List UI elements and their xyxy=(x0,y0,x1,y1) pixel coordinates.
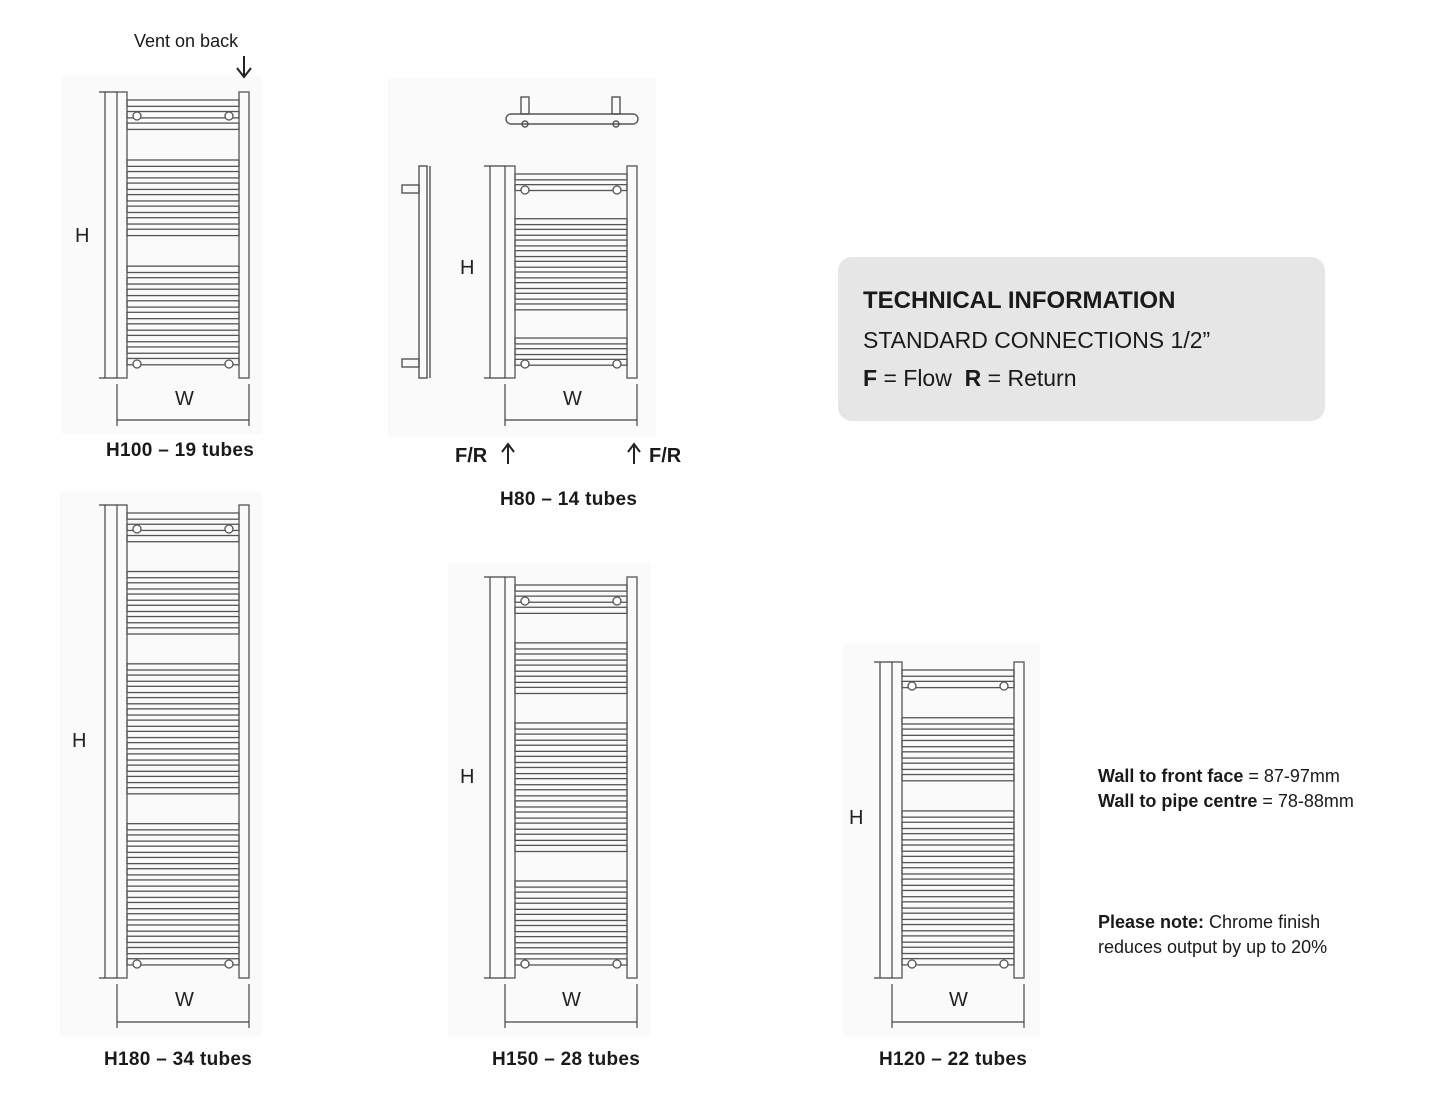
flow-key: F xyxy=(863,365,878,391)
flow-text: = Flow xyxy=(877,365,952,391)
h100-caption: H100 – 19 tubes xyxy=(106,440,255,461)
h120-height-label: H xyxy=(849,807,864,829)
h80-height-label: H xyxy=(460,257,475,279)
wall-pipe-centre-note xyxy=(1098,789,1354,814)
h100-height-label: H xyxy=(75,225,90,247)
chrome-note-label: Please note: xyxy=(1098,912,1205,932)
h180-width-label: W xyxy=(175,989,194,1011)
flow-return-legend xyxy=(863,365,1077,392)
h120-width-label: W xyxy=(949,989,968,1011)
h150-height-label: H xyxy=(460,766,475,788)
chrome-note-line2: reduces output by up to 20% xyxy=(1098,937,1328,957)
vent-label: Vent on back xyxy=(134,31,239,51)
chrome-note-text: Chrome finish xyxy=(1204,912,1321,932)
h180-height-label: H xyxy=(72,730,87,752)
wall-pipe-centre-label: Wall to pipe centre xyxy=(1098,791,1258,811)
return-key: R xyxy=(964,365,982,391)
standard-connections-text: STANDARD CONNECTIONS 1/2” xyxy=(863,327,1211,353)
h150-caption: H150 – 28 tubes xyxy=(492,1049,641,1070)
return-text: = Return xyxy=(981,365,1077,391)
technical-info-title: TECHNICAL INFORMATION xyxy=(863,287,1176,314)
wall-front-face-note xyxy=(1098,764,1340,789)
wall-pipe-centre-value: = 78-88mm xyxy=(1257,791,1354,811)
arrow-up-icon xyxy=(502,444,514,464)
h80-caption: H80 – 14 tubes xyxy=(500,489,638,510)
h120-caption: H120 – 22 tubes xyxy=(879,1049,1028,1070)
h80-width-label: W xyxy=(563,388,582,410)
h180-caption: H180 – 34 tubes xyxy=(104,1049,253,1070)
connection-right-label: F/R xyxy=(649,445,682,467)
wall-front-face-label: Wall to front face xyxy=(1098,766,1244,786)
h150-width-label: W xyxy=(562,989,581,1011)
arrow-up-icon xyxy=(628,444,640,464)
h100-width-label: W xyxy=(175,388,194,410)
chrome-note xyxy=(1098,910,1327,960)
technical-info-box xyxy=(838,257,1325,421)
connection-left-label: F/R xyxy=(455,445,488,467)
wall-front-face-value: = 87-97mm xyxy=(1243,766,1340,786)
